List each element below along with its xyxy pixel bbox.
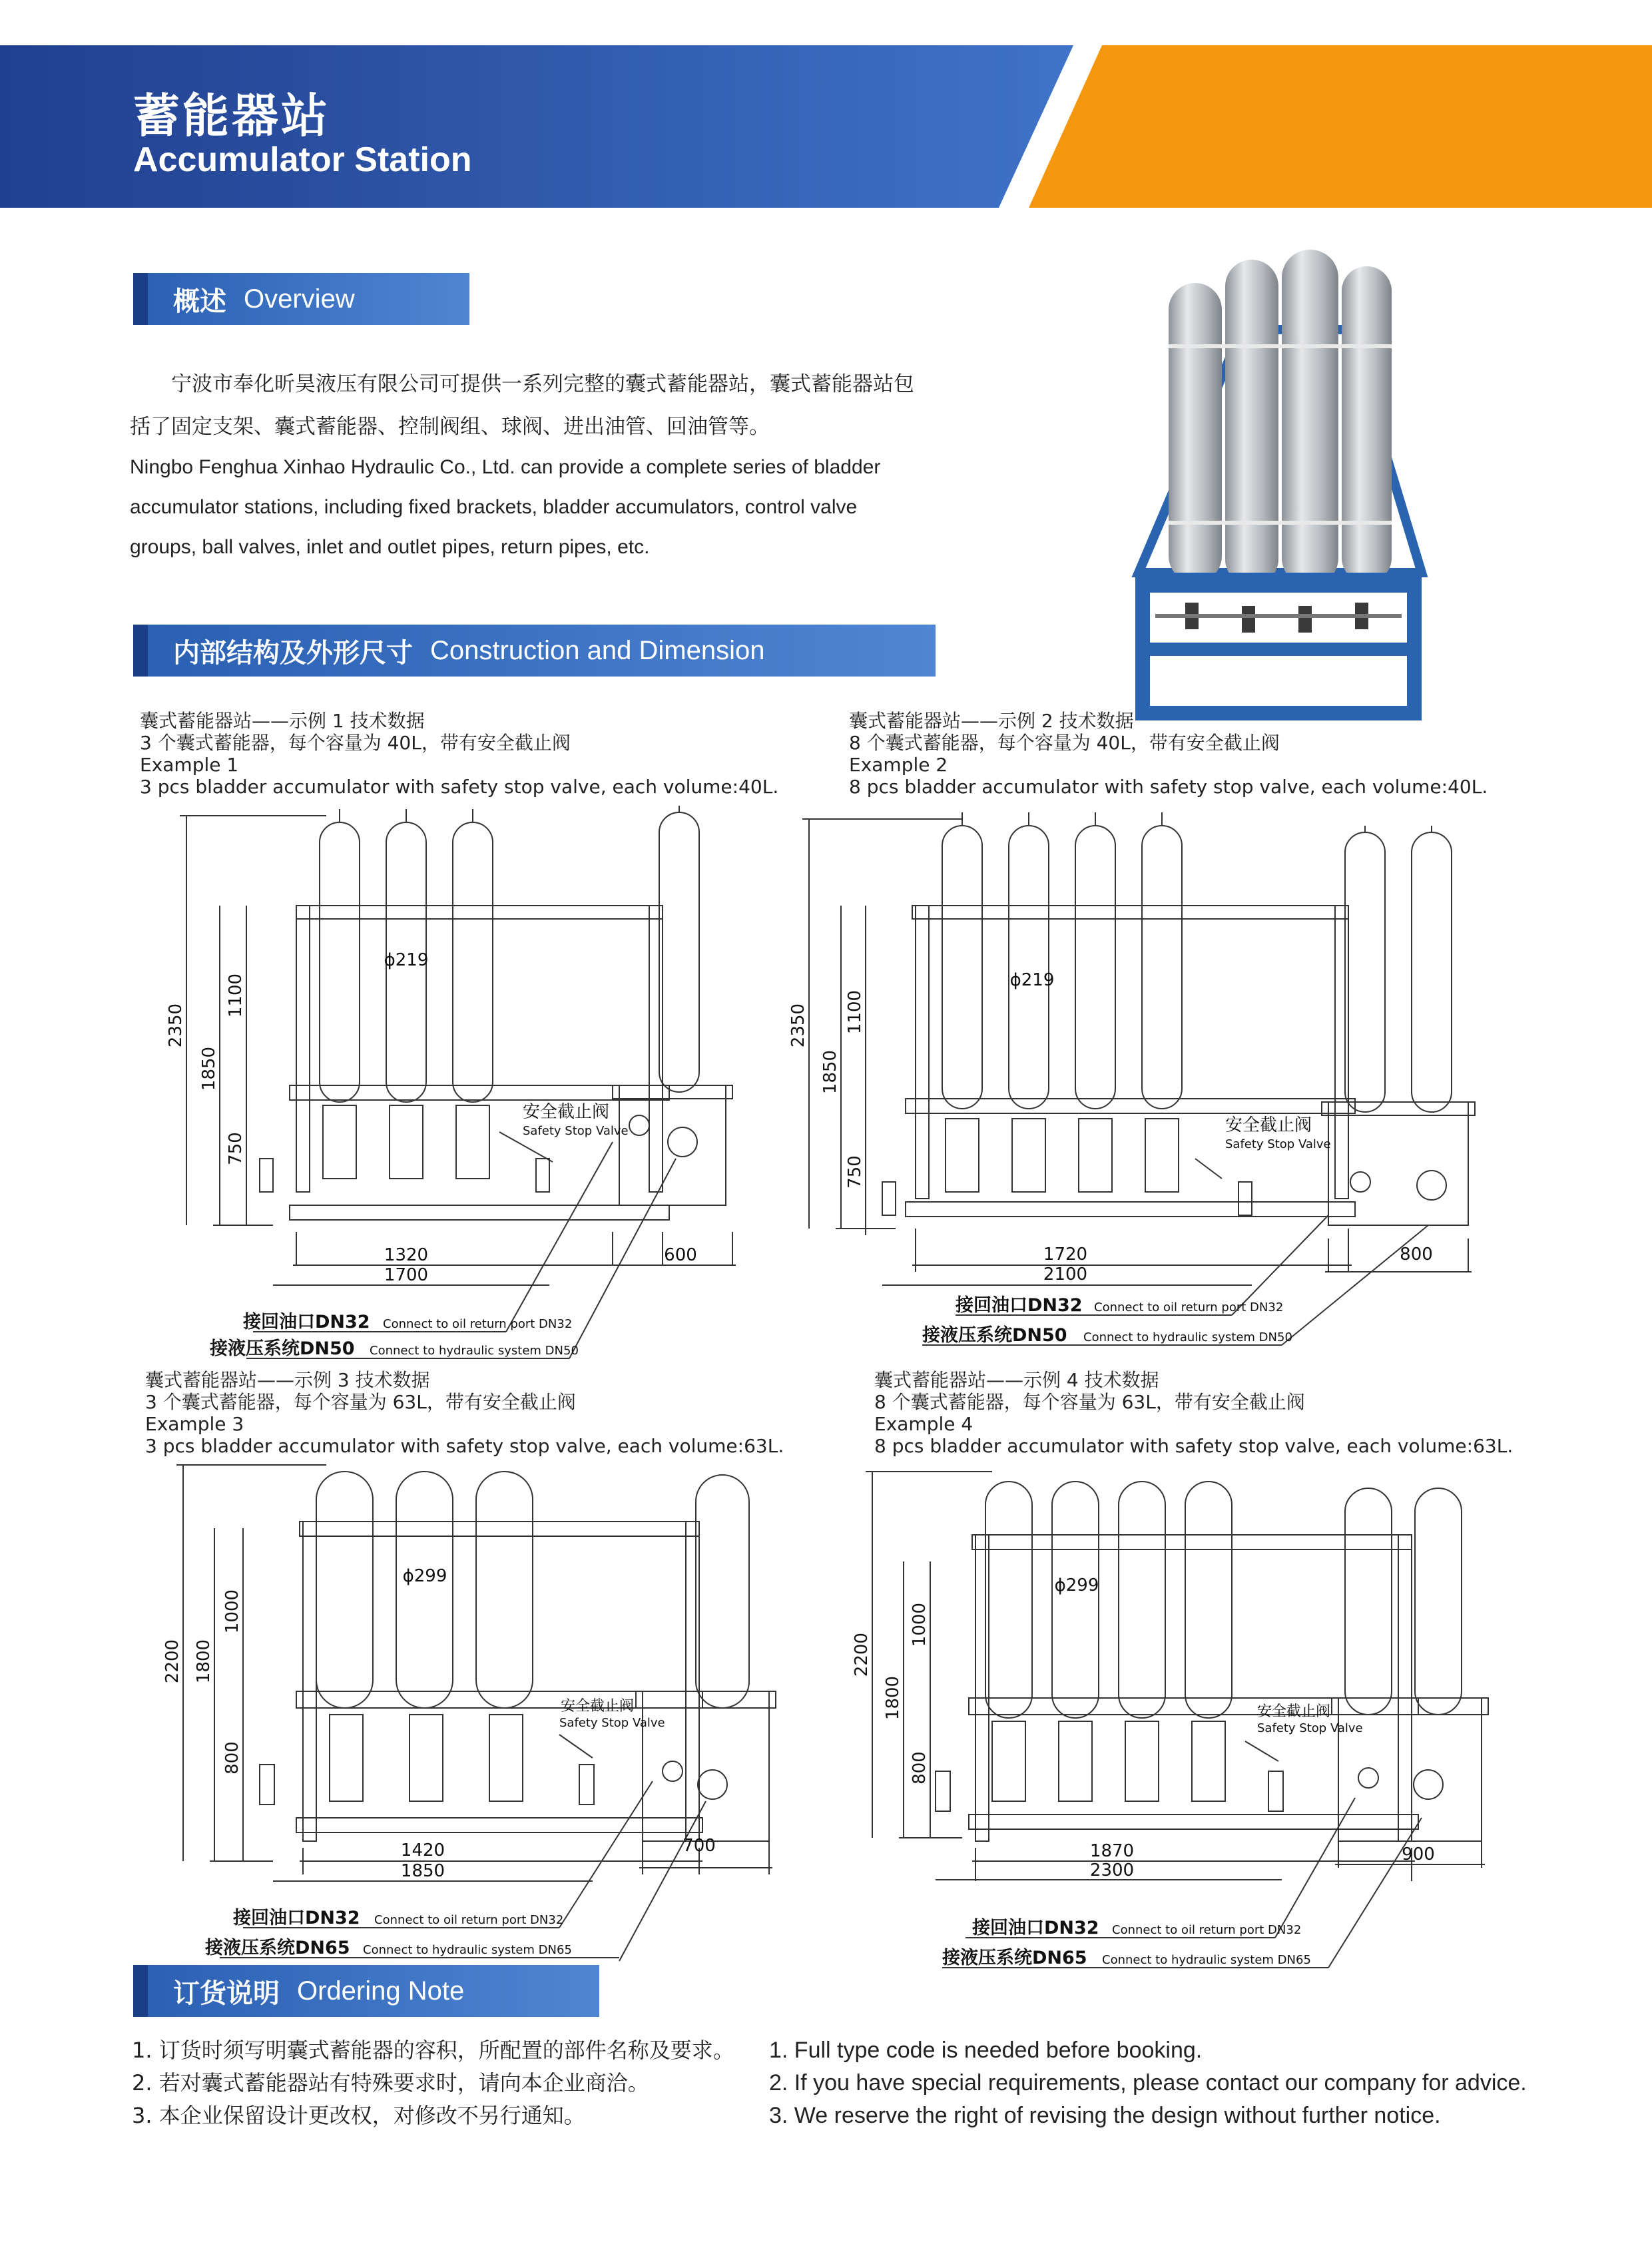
dim-total-height: 2200 (162, 1639, 182, 1684)
ordering-item-zh: 2. 若对囊式蓄能器站有特殊要求时，请向本企业商洽。 (132, 2070, 649, 2096)
dim-total-height: 2350 (788, 1003, 808, 1048)
dim-lower: 800 (222, 1741, 242, 1775)
dim-diameter: ϕ219 (1009, 970, 1055, 990)
example-1-drawing (153, 806, 766, 1359)
example-title-en: Example 1 (140, 754, 239, 776)
example-title-en: Example 4 (874, 1413, 973, 1435)
return-port-zh: 接回油口DN32 (233, 1908, 360, 1928)
valve-label-en: Safety Stop Valve (523, 1124, 629, 1138)
section-marker (133, 625, 148, 677)
dim-depth: 700 (683, 1836, 716, 1856)
ordering-label-en: Ordering Note (297, 1976, 465, 2006)
dim-lower: 750 (226, 1132, 246, 1165)
accumulator-station-photo (1129, 243, 1428, 726)
dim-diameter: ϕ299 (1054, 1575, 1099, 1595)
ordering-list-zh (132, 2034, 734, 2132)
page-title-zh: 蓄能器站 (133, 89, 330, 143)
dim-upper: 1100 (226, 973, 246, 1018)
return-port-en: Connect to oil return port DN32 (1112, 1923, 1302, 1937)
example-title-zh: 囊式蓄能器站——示例 2 技术数据 (849, 710, 1134, 732)
hydraulic-port-en: Connect to hydraulic system DN65 (1102, 1953, 1311, 1967)
example-title-zh: 囊式蓄能器站——示例 4 技术数据 (874, 1369, 1159, 1391)
example-title-en: Example 3 (145, 1413, 244, 1435)
example-desc-zh: 3 个囊式蓄能器，每个容量为 63L，带有安全截止阀 (145, 1391, 576, 1413)
hydraulic-port-en: Connect to hydraulic system DN65 (363, 1943, 572, 1957)
example-4-drawing (836, 1468, 1495, 1968)
dim-lower: 750 (845, 1155, 865, 1189)
ordering-list-en (769, 2034, 1527, 2132)
hydraulic-port-zh: 接液压系统DN50 (210, 1338, 355, 1359)
dim-upper: 1000 (222, 1589, 242, 1634)
ordering-item-en: 2. If you have special requirements, please contact our company for advice. (769, 2070, 1527, 2096)
overview-label-zh: 概述 (173, 286, 226, 317)
dim-frame-height: 1800 (883, 1675, 903, 1721)
return-port-zh: 接回油口DN32 (956, 1295, 1083, 1316)
ordering-item-en: 1. Full type code is needed before booking. (769, 2038, 1203, 2063)
dim-diameter: ϕ299 (402, 1566, 447, 1586)
overview-section-bar (133, 273, 469, 325)
example-title-zh: 囊式蓄能器站——示例 1 技术数据 (140, 710, 425, 732)
dim-inner-width: 1870 (1089, 1841, 1135, 1861)
valve-label-zh: 安全截止阀 (523, 1102, 610, 1122)
valve-label-en: Safety Stop Valve (1257, 1721, 1363, 1735)
overview-label-en: Overview (244, 284, 355, 314)
dim-inner-width: 1420 (400, 1840, 445, 1860)
dim-outer-width: 2300 (1089, 1860, 1135, 1880)
construction-section-bar (133, 625, 936, 677)
dim-frame-height: 1850 (199, 1046, 219, 1091)
dim-frame-height: 1850 (820, 1049, 840, 1095)
return-port-zh: 接回油口DN32 (972, 1918, 1099, 1938)
valve-label-zh: 安全截止阀 (1225, 1115, 1312, 1135)
ordering-item-en: 3. We reserve the right of revising the design without further notice. (769, 2103, 1441, 2128)
dim-upper: 1000 (910, 1602, 930, 1647)
example-2-drawing (788, 812, 1488, 1365)
return-port-zh: 接回油口DN32 (243, 1312, 370, 1332)
return-port-en: Connect to oil return port DN32 (383, 1317, 573, 1331)
example-desc-en: 3 pcs bladder accumulator with safety stop valve, each volume:63L. (145, 1435, 784, 1457)
valve-label-zh: 安全截止阀 (1257, 1703, 1331, 1720)
example-4-caption (874, 1369, 1513, 1457)
ordering-section-bar (133, 1965, 599, 2017)
dim-inner-width: 1320 (384, 1245, 429, 1265)
dim-frame-height: 1800 (194, 1639, 214, 1684)
dim-outer-width: 1700 (384, 1265, 429, 1285)
example-desc-en: 8 pcs bladder accumulator with safety stop valve, each volume:63L. (874, 1435, 1514, 1457)
dim-depth: 800 (1400, 1245, 1433, 1264)
example-desc-en: 3 pcs bladder accumulator with safety stop valve, each volume:40L. (140, 776, 779, 798)
example-3-drawing (160, 1462, 779, 1958)
construction-label-zh: 内部结构及外形尺寸 (173, 637, 413, 669)
dim-inner-width: 1720 (1043, 1245, 1088, 1264)
dim-total-height: 2350 (166, 1003, 186, 1048)
hydraulic-port-zh: 接液压系统DN50 (922, 1325, 1067, 1346)
ordering-label-zh: 订货说明 (173, 1978, 280, 2009)
section-marker (133, 273, 148, 325)
dim-total-height: 2200 (852, 1632, 872, 1677)
dim-outer-width: 1850 (400, 1861, 445, 1881)
dim-depth: 600 (664, 1245, 697, 1265)
example-title-zh: 囊式蓄能器站——示例 3 技术数据 (145, 1369, 430, 1391)
page-title-en: Accumulator Station (133, 140, 472, 179)
dim-depth: 900 (1402, 1844, 1435, 1864)
section-marker (133, 1965, 148, 2017)
hydraulic-port-en: Connect to hydraulic system DN50 (1083, 1330, 1292, 1344)
valve-label-en: Safety Stop Valve (1225, 1137, 1331, 1151)
example-3-caption (145, 1369, 784, 1457)
example-desc-en: 8 pcs bladder accumulator with safety stop valve, each volume:40L. (849, 776, 1488, 798)
ordering-item-zh: 1. 订货时须写明囊式蓄能器的容积，所配置的部件名称及要求。 (132, 2038, 734, 2063)
construction-label-en: Construction and Dimension (430, 635, 765, 665)
valve-label-zh: 安全截止阀 (561, 1698, 635, 1715)
example-desc-zh: 3 个囊式蓄能器，每个容量为 40L，带有安全截止阀 (140, 732, 571, 754)
dim-lower: 800 (910, 1751, 930, 1785)
dim-diameter: ϕ219 (384, 950, 429, 970)
return-port-en: Connect to oil return port DN32 (1094, 1300, 1284, 1314)
example-title-en: Example 2 (849, 754, 948, 776)
overview-text-zh: 宁波市奉化昕昊液压有限公司可提供一系列完整的囊式蓄能器站，囊式蓄能器站包括了固定支架、囊式蓄能器、控制阀组、球阀、进出油管、回油管等。 (130, 372, 914, 439)
hydraulic-port-zh: 接液压系统DN65 (205, 1938, 350, 1958)
example-desc-zh: 8 个囊式蓄能器，每个容量为 40L，带有安全截止阀 (849, 732, 1280, 754)
accumulator-cylinders (1169, 250, 1392, 586)
dim-outer-width: 2100 (1043, 1264, 1088, 1284)
hydraulic-port-en: Connect to hydraulic system DN50 (370, 1344, 579, 1358)
ordering-item-zh: 3. 本企业保留设计更改权，对修改不另行通知。 (132, 2103, 585, 2128)
example-1-caption (140, 710, 778, 798)
dim-upper: 1100 (845, 989, 865, 1035)
valve-label-en: Safety Stop Valve (559, 1716, 665, 1730)
hydraulic-port-zh: 接液压系统DN65 (942, 1948, 1087, 1968)
overview-text-en: Ningbo Fenghua Xinhao Hydraulic Co., Ltd. can provide a complete series of bladder accumulator stations, including fixed brackets, bladder accumulators, control valve groups, ball valves, inlet and outlet pipes, return pipes, etc. (130, 456, 881, 558)
example-desc-zh: 8 个囊式蓄能器，每个容量为 63L，带有安全截止阀 (874, 1391, 1305, 1413)
return-port-en: Connect to oil return port DN32 (374, 1913, 564, 1927)
example-2-caption (849, 710, 1488, 798)
